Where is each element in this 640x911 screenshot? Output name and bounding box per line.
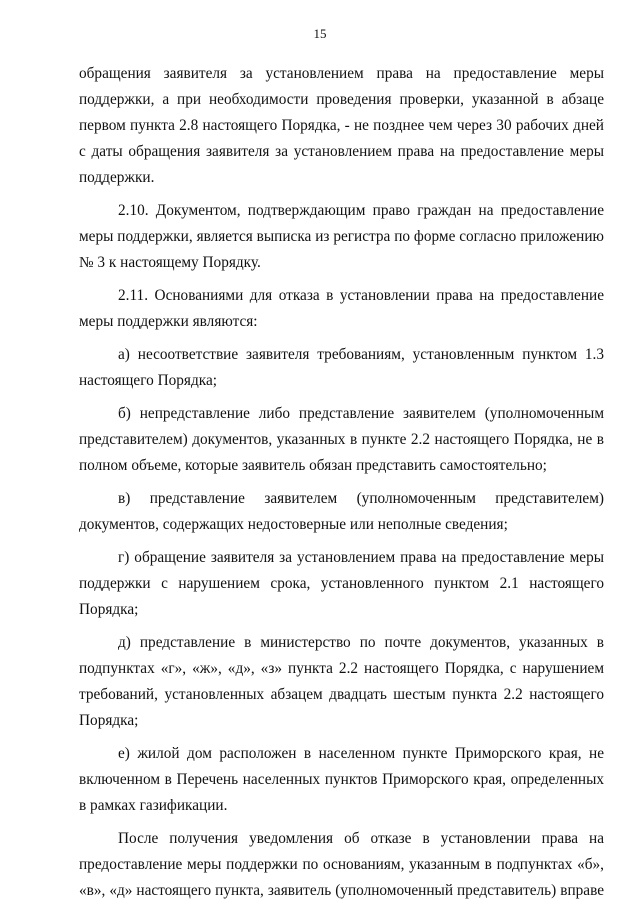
- document-body: [79, 61, 604, 911]
- paragraph-after-refusal: После получения уведомления об отказе в установлении права на предоставление меры поддержки по основаниям, указанным в подпунктах «б», «в», «д» настоящего пункта, заявитель (уполномоченный представитель) вправе: [79, 830, 604, 899]
- list-item-v: в) представление заявителем (уполномоченным представителем) документов, содержащих недостоверные или неполные сведения;: [79, 490, 604, 533]
- list-item-b: б) непредставление либо представление заявителем (уполномоченным представителем) документов, указанных в пункте 2.2 настоящего Порядка, не в полном объеме, которые заявитель обязан представить самостоятельно;: [79, 405, 604, 474]
- paragraph-2-11: 2.11. Основаниями для отказа в установлении права на предоставление меры поддержки являются:: [79, 287, 604, 330]
- list-item-d: д) представление в министерство по почте документов, указанных в подпунктах «г», «ж», «д», «з» пункта 2.2 настоящего Порядка, с нарушением требований, установленных абзацем двадцать шестым пункта 2.2 настоящего Порядка;: [79, 634, 604, 729]
- page-number: 15: [313, 26, 327, 41]
- list-item-e: е) жилой дом расположен в населенном пункте Приморского края, не включенном в Перечень населенных пунктов Приморского края, определенных в рамках газификации.: [79, 745, 604, 814]
- list-item-g: г) обращение заявителя за установлением права на предоставление меры поддержки с нарушением срока, установленного пунктом 2.1 настоящего Порядка;: [79, 549, 604, 618]
- list-item-a: а) несоответствие заявителя требованиям, установленным пунктом 1.3 настоящего Порядка;: [79, 346, 604, 389]
- paragraph-2-10: 2.10. Документом, подтверждающим право граждан на предоставление меры поддержки, является выписка из регистра по форме согласно приложению № 3 к настоящему Порядку.: [79, 202, 604, 271]
- paragraph-continuation: обращения заявителя за установлением права на предоставление меры поддержки, а при необходимости проведения проверки, указанной в абзаце первом пункта 2.8 настоящего Порядка, - не позднее чем через 30 рабочих дней с даты обращения заявителя за установлением права на предоставление меры поддержки.: [79, 65, 604, 186]
